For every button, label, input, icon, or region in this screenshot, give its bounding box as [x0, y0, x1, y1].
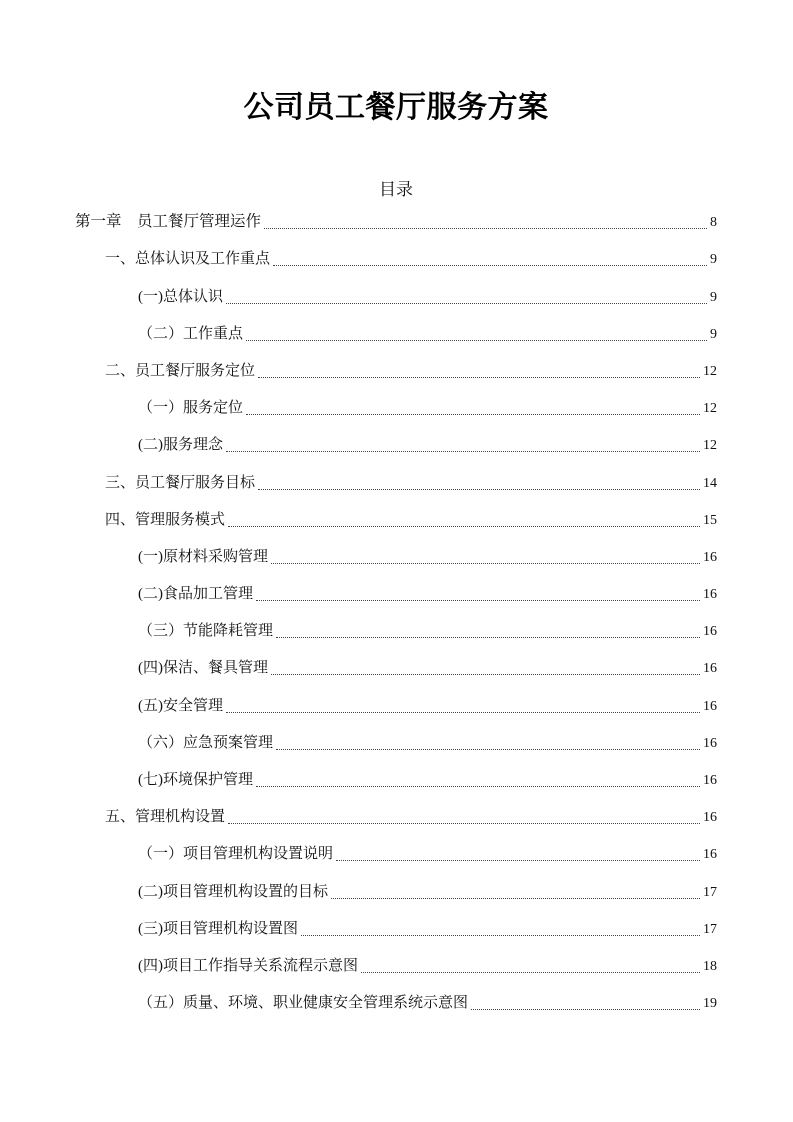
- toc-entry-page: 8: [710, 215, 717, 231]
- toc-dot-leader: [258, 489, 700, 490]
- toc-entry-label: 四、管理服务模式: [105, 511, 226, 528]
- toc-entry-label: 一、总体认识及工作重点: [105, 251, 271, 268]
- toc-entry[interactable]: [75, 276, 717, 313]
- toc-entry-label: (二)服务理念: [138, 437, 223, 454]
- toc-entry-page: 16: [703, 847, 717, 863]
- toc-dot-leader: [361, 972, 700, 973]
- toc-entry-label: （一）项目管理机构设置说明: [138, 846, 334, 863]
- toc-entry[interactable]: [75, 611, 717, 648]
- toc-dot-leader: [331, 898, 700, 899]
- toc-entry[interactable]: [75, 909, 717, 946]
- toc-dot-leader: [228, 526, 700, 527]
- toc-entry[interactable]: [75, 462, 717, 499]
- toc-dot-leader: [471, 1009, 700, 1010]
- toc-dot-leader: [226, 451, 700, 452]
- toc-dot-leader: [336, 860, 700, 861]
- toc-entry[interactable]: [75, 425, 717, 462]
- toc-entry-label: (四)项目工作指导关系流程示意图: [138, 957, 358, 974]
- toc-entry-label: （二）工作重点: [138, 325, 244, 342]
- toc-dot-leader: [246, 340, 707, 341]
- toc-entry[interactable]: [75, 723, 717, 760]
- toc-entry[interactable]: [75, 946, 717, 983]
- toc-entry-label: 五、管理机构设置: [105, 809, 226, 826]
- toc-entry-label: （六）应急预案管理: [138, 734, 274, 751]
- toc-entry-label: (四)保洁、餐具管理: [138, 660, 268, 677]
- toc-entry-label: (一)总体认识: [138, 288, 223, 305]
- toc-dot-leader: [226, 303, 707, 304]
- toc-entry-page: 16: [703, 810, 717, 826]
- toc-dot-leader: [226, 712, 700, 713]
- toc-dot-leader: [271, 674, 700, 675]
- toc-entry[interactable]: [75, 500, 717, 537]
- toc-entry-page: 16: [703, 735, 717, 751]
- toc-entry-page: 16: [703, 587, 717, 603]
- toc-dot-leader: [258, 377, 700, 378]
- toc-entry-label: 三、员工餐厅服务目标: [105, 474, 256, 491]
- document-title: 公司员工餐厅服务方案: [243, 90, 549, 125]
- toc-entry-label: (二)项目管理机构设置的目标: [138, 883, 328, 900]
- toc-entry[interactable]: [75, 760, 717, 797]
- toc-entry-page: 12: [703, 438, 717, 454]
- toc-entry-page: 19: [703, 996, 717, 1012]
- toc-heading: 目录: [379, 180, 413, 199]
- toc-entry-page: 16: [703, 661, 717, 677]
- toc-entry-page: 9: [710, 326, 717, 342]
- toc-entry-page: 12: [703, 363, 717, 379]
- toc-dot-leader: [276, 749, 700, 750]
- toc-dot-leader: [264, 228, 707, 229]
- toc-entry-page: 16: [703, 698, 717, 714]
- toc-entry-label: （五）质量、环境、职业健康安全管理系统示意图: [138, 995, 469, 1012]
- toc-entry[interactable]: [75, 834, 717, 871]
- toc-dot-leader: [228, 823, 700, 824]
- toc-list: [75, 202, 717, 1020]
- toc-entry-page: 14: [703, 475, 717, 491]
- toc-entry-label: (七)环境保护管理: [138, 772, 253, 788]
- toc-entry-page: 16: [703, 549, 717, 565]
- toc-entry[interactable]: [75, 574, 717, 611]
- toc-entry-label: （一）服务定位: [138, 400, 244, 417]
- toc-dot-leader: [301, 935, 700, 936]
- toc-entry[interactable]: [75, 685, 717, 722]
- toc-entry-page: 9: [710, 289, 717, 305]
- toc-entry[interactable]: [75, 648, 717, 685]
- toc-entry-page: 16: [703, 773, 717, 788]
- toc-dot-leader: [271, 563, 700, 564]
- toc-entry-label: (二)食品加工管理: [138, 586, 253, 603]
- toc-dot-leader: [256, 600, 700, 601]
- toc-entry[interactable]: [75, 202, 717, 239]
- toc-entry-label: (五)安全管理: [138, 697, 223, 714]
- toc-entry[interactable]: [75, 871, 717, 908]
- toc-entry-page: 12: [703, 401, 717, 417]
- toc-entry-label: 二、员工餐厅服务定位: [105, 362, 256, 379]
- toc-dot-leader: [273, 265, 707, 266]
- toc-entry[interactable]: [75, 797, 717, 834]
- toc-entry-label: 第一章 员工餐厅管理运作: [75, 213, 262, 231]
- toc-entry-label: （三）节能降耗管理: [138, 623, 274, 640]
- toc-entry-page: 9: [710, 252, 717, 268]
- toc-entry-page: 17: [703, 921, 717, 937]
- toc-entry[interactable]: [75, 983, 717, 1020]
- toc-entry-page: 16: [703, 624, 717, 640]
- toc-entry-page: 18: [703, 958, 717, 974]
- toc-entry-page: 15: [703, 512, 717, 528]
- toc-entry[interactable]: [75, 239, 717, 276]
- toc-entry-label: (一)原材料采购管理: [138, 548, 268, 565]
- toc-entry[interactable]: [75, 314, 717, 351]
- toc-dot-leader: [276, 637, 700, 638]
- toc-entry[interactable]: [75, 351, 717, 388]
- toc-entry[interactable]: [75, 388, 717, 425]
- toc-dot-leader: [256, 786, 700, 787]
- toc-entry[interactable]: [75, 537, 717, 574]
- toc-dot-leader: [246, 414, 700, 415]
- toc-entry-page: 17: [703, 884, 717, 900]
- toc-entry-label: (三)项目管理机构设置图: [138, 920, 298, 937]
